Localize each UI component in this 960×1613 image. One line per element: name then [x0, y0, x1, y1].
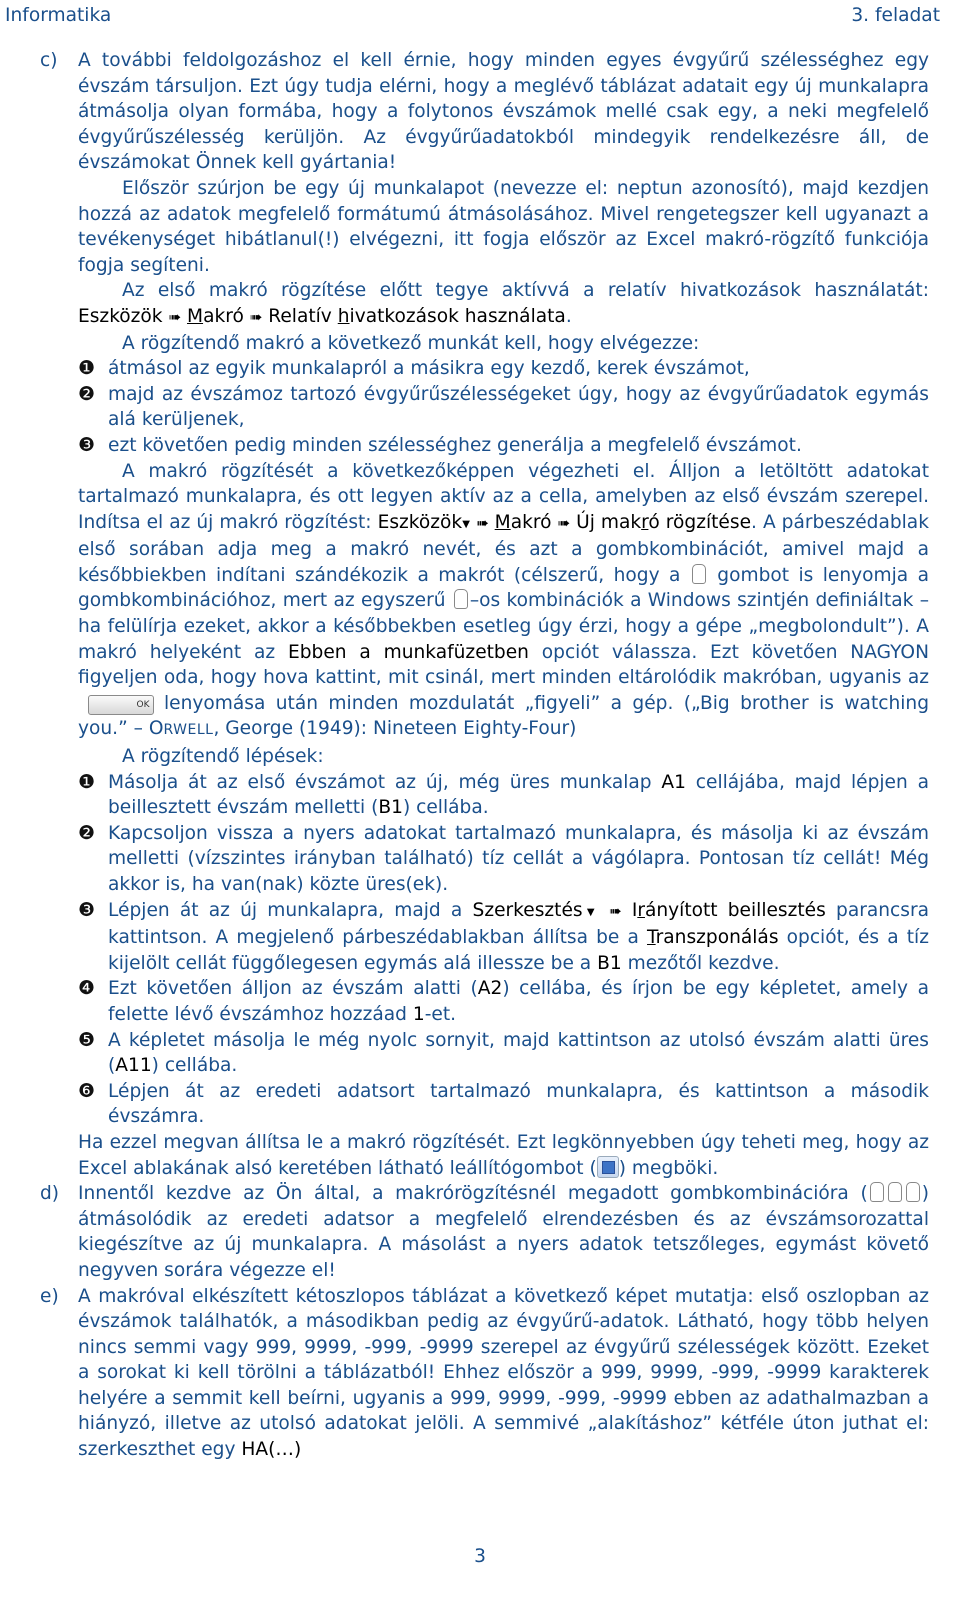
paragraph: A makró rögzítését a következőképpen végezheti el. Álljon a letöltött adatokat tartalmazó munkalapra, és ott legyen aktív az a cella, amelyben az első évszám szerepel. Indítsa el az új makró rögzítést: Eszközök▼ ➠ Makró ➠ Új makró rögzítése. A párbeszédablak első sorában adja meg a makró nevét, és azt a gombkombinációt, amivel majd a későbbiekben indítani szándékozik a makrót (célszerű, hogy a gombot is lenyomja a gombkombinációhoz, mert az egyszerű –os kombinációk a Windows szintjén definiáltak – ha felülírja ezeket, akkor a későbbekben esetleg úgy érzi, hogy a gépe „megbolondult”). A makró helyeként az Ebben a munkafüzetben opciót válassza. Ezt követően NAGYON figyeljen oda, hogy hova kattint, mit csinál, mert minden eltárolódik makróban, ugyanis azOK lenyomása után minden mozdulatát „figyeli” a gép. („Big brother is watching you.” – ORWELL, George (1949): Nineteen Eighty-Four)	[78, 460, 929, 740]
section-c	[0, 48, 929, 1181]
section-label: d)	[40, 1183, 60, 1205]
ok-button-icon: OK	[88, 695, 154, 715]
macro-task-list	[78, 356, 929, 458]
list-item: ❻ Lépjen át az eredeti adatsort tartalmazó munkalapra, és kattintson a második évszámra.	[78, 1079, 929, 1128]
section-e	[0, 1284, 929, 1463]
list-item: ❶ Másolja át az első évszámot az új, még üres munkalap A1 cellájába, majd lépjen a beillesztett évszám melletti (B1) cellába.	[78, 770, 929, 819]
bullet-icon: ❶	[78, 357, 96, 380]
bullet-icon: ❶	[78, 770, 96, 793]
ctrl-key-icon	[454, 589, 468, 609]
subject-title: Informatika	[5, 5, 112, 26]
bullet-icon: ❻	[78, 1079, 96, 1102]
arrow-right-icon: ➠	[168, 307, 182, 326]
paragraph: Innentől kezdve az Ön által, a makrórögzítésnél megadott gombkombinációra ( ) átmásolódik az eredeti adatsor a megfelelő elrendezésben és az évszámsorozattal kiegészítve az új munkalapra. A másolást a nyers adatok tetszőleges, egymást követő negyven sorára végezze el!	[78, 1183, 929, 1281]
paragraph: A makróval elkészített kétoszlopos táblázat a következő képet mutatja: első oszlopban az évszámok találhatók, a másodikban pedig az évgyűrű-adatok. Látható, hogy több helyen nincs semmi vagy 999, 9999, -999, -9999 szerepel az évgyűrű szélességek között. Ezeket a sorokat ki kell törölni a táblázatból! Ehhez először a 999, 9999, -999, -9999 karakterek helyére a semmit kell beírni, ugyanis a 999, 9999, -999, -9999 ebben az adathalmazban a hiányzó, illetve az utolsó adatokat jelöli. A semmivé „alakításhoz” kétféle úton juthat el: szerkeszthet egy HA(…)	[78, 1285, 929, 1461]
ctrl-key-icon	[888, 1182, 902, 1202]
list-item: ❺ A képletet másolja le még nyolc sornyit, majd kattintson az utolsó évszám alatti üres (A11) cellába.	[78, 1028, 929, 1077]
shift-key-icon	[870, 1182, 884, 1202]
bullet-icon: ❷	[78, 382, 96, 405]
paragraph: A rögzítendő lépések:	[122, 746, 324, 768]
list-item: ❷ Kapcsoljon vissza a nyers adatokat tartalmazó munkalapra, és másolja ki az évszám melletti (vízszintes irányban található) tíz cellát a vágólapra. Pontosan tíz cellát! Még akkor is, ha van(nak) közte üres(ek).	[78, 821, 929, 895]
dropdown-triangle-icon: ▼	[582, 906, 599, 918]
bullet-icon: ❸	[78, 898, 96, 921]
section-label: c)	[40, 50, 58, 71]
letter-key-icon	[906, 1182, 920, 1202]
section-d	[0, 1181, 929, 1283]
arrow-right-icon: ➠	[249, 307, 263, 326]
arrow-right-icon: ➠	[476, 513, 489, 532]
bullet-icon: ❷	[78, 821, 96, 844]
list-item: ❹ Ezt követően álljon az évszám alatti (A2) cellába, és írjon be egy képletet, amely a felette lévő évszámhoz hozzáad 1-et.	[78, 977, 929, 1025]
stop-recording-icon	[597, 1156, 619, 1178]
menu-item: Eszközök	[78, 305, 163, 327]
bullet-icon: ❺	[78, 1028, 96, 1051]
paragraph: Az első makró rögzítése előtt tegye aktívvá a relatív hivatkozások használatát: Eszközök ➠ Makró ➠ Relatív hivatkozások használata.	[78, 280, 929, 327]
paragraph: A további feldolgozáshoz el kell érnie, hogy minden egyes évgyűrű szélességhez egy évszám társuljon. Ezt úgy tudja elérni, hogy a meglévő táblázat adatait egy új munkalapra átmásolja olyan formába, hogy a folytonos évszámok mellé csak egy, a neki megfelelő évgyűrűszélesség kerüljön. Az évgyűrűadatokból mindegyik rendelkezésre áll, de évszámokat Önnek kell gyártania!	[78, 50, 929, 174]
task-number: 3. feladat	[851, 5, 940, 26]
list-item: ❶ átmásol az egyik munkalapról a másikra egy kezdő, kerek évszámot,	[78, 356, 929, 382]
page-header	[0, 0, 960, 30]
arrow-right-icon: ➠	[609, 901, 622, 920]
bullet-icon: ❹	[78, 977, 96, 1000]
paragraph: A rögzítendő makró a következő munkát kell, hogy elvégezze:	[122, 332, 700, 354]
paragraph: Ha ezzel megvan állítsa le a makró rögzítését. Ezt legkönnyebben úgy teheti meg, hogy az Excel ablakának alsó keretében látható leállítógombot ( ) megböki.	[78, 1131, 929, 1179]
section-label: e)	[40, 1285, 59, 1307]
shift-key-icon	[692, 564, 706, 584]
dropdown-triangle-icon: ▼	[462, 518, 471, 530]
list-item: ❸ ezt követően pedig minden szélességhez generálja a megfelelő évszámot.	[78, 433, 929, 459]
recording-steps-list	[78, 770, 929, 1130]
page-content	[0, 48, 960, 1463]
list-item: ❸ Lépjen át az új munkalapra, majd a Szerkesztés▼ ➠ Irányított beillesztés parancsra kattintson. A megjelenő párbeszédablakban állítsa be a Transzponálás opciót, és a tíz kijelölt cellát függőlegesen egymás alá illessze be a B1 mezőtől kezdve.	[78, 898, 929, 974]
bullet-icon: ❸	[78, 433, 96, 456]
list-item: ❷ majd az évszámoz tartozó évgyűrűszélességeket úgy, hogy az évgyűrűadatok egymás alá kerüljenek,	[78, 382, 929, 431]
paragraph: Először szúrjon be egy új munkalapot (nevezze el: neptun azonosító), majd kezdjen hozzá az adatok megfelelő formátumú átmásolásához. Mivel rengetegszer kell ugyanazt a tevékenységet hibátlanul(!) elvégezni, itt fogja először az Excel makró-rögzítő funkciója fogja segíteni.	[78, 177, 929, 276]
arrow-right-icon: ➠	[557, 513, 571, 532]
page-number: 3	[474, 1546, 486, 1567]
